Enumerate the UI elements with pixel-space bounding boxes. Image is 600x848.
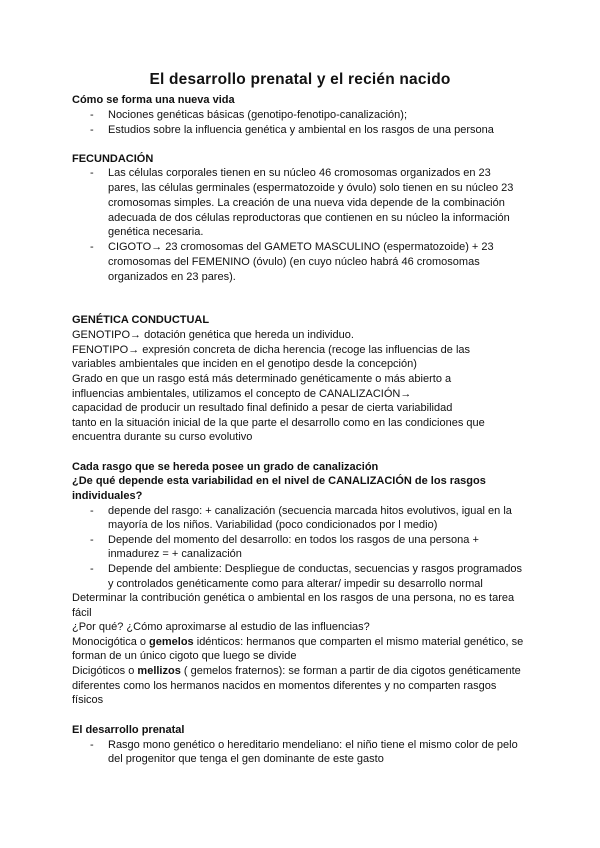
list-item: Nociones genéticas básicas (genotipo-fenotipo-canalización); [108, 109, 408, 121]
bullet-dash: - [90, 109, 94, 121]
question-heading-line: ¿De qué depende esta variabilidad en el nivel de CANALIZACIÓN de los rasgos [72, 475, 486, 487]
paragraph-line: variables ambientales que inciden en el genotipo desde la concepción) [72, 358, 417, 370]
list-item-line: pares, las células germinales (espermatozoide y óvulo) solo tienen en su núcleo 23 [108, 182, 514, 194]
list-item-line: depende del rasgo: + canalización (secuencia marcada hitos evolutivos, igual en la [108, 505, 512, 517]
list-item: Estudios sobre la influencia genética y ambiental en los rasgos de una persona [108, 124, 494, 136]
paragraph-line: Determinar la contribución genética o ambiental en los rasgos de una persona, no es tarea [72, 592, 515, 604]
list-item-line: Las células corporales tienen en su núcleo 46 cromosomas organizados en 23 [108, 167, 491, 179]
list-item-line: Depende del ambiente: Despliegue de conductas, secuencias y rasgos programados [108, 563, 522, 575]
paragraph-line: influencias ambientales, utilizamos el concepto de CANALIZACIÓN→ [72, 388, 412, 400]
section-heading-nueva-vida: Cómo se forma una nueva vida [72, 94, 235, 106]
bullet-dash: - [90, 563, 94, 575]
list-item-line: Depende del momento del desarrollo: en todos los rasgos de una persona + [108, 534, 479, 546]
bullet-dash: - [90, 241, 94, 253]
text-run: idénticos: hermanos que comparten el mismo material genético, se [193, 636, 524, 648]
paragraph-line-dicigoticos [72, 664, 521, 679]
paragraph-line: FENOTIPO→ expresión concreta de dicha herencia (recoge las influencias de las [72, 344, 471, 356]
list-item-line: Rasgo mono genético o hereditario mendeliano: el niño tiene el mismo color de pelo [108, 739, 518, 751]
section-heading-fecundacion: FECUNDACIÓN [72, 153, 154, 165]
text-run: ( gemelos fraternos): se forman a partir de dia cigotos genéticamente [180, 665, 521, 677]
section-heading-desarrollo-prenatal: El desarrollo prenatal [72, 724, 185, 736]
page-title: El desarrollo prenatal y el recién nacido [149, 71, 451, 88]
bold-term-mellizos: mellizos [137, 665, 181, 677]
text-run: Dicigóticos o [72, 665, 138, 677]
list-item-line: y controlados genéticamente como para alterar/ impedir su desarrollo normal [108, 578, 483, 590]
paragraph-line: Grado en que un rasgo está más determinado genéticamente o más abierto a [72, 373, 452, 385]
paragraph-line-monocigotica [72, 635, 523, 650]
list-item-line: inmadurez = + canalización [108, 548, 242, 560]
paragraph-line: GENOTIPO→ dotación genética que hereda un individuo. [72, 329, 354, 341]
list-item-line: CIGOTO→ 23 cromosomas del GAMETO MASCULINO (espermatozoide) + 23 [108, 241, 494, 253]
list-item-line: mayoría de los niños. Variabilidad (poco condicionados por l medio) [108, 519, 438, 531]
bold-term-gemelos: gemelos [149, 636, 194, 648]
paragraph-line: capacidad de producir un resultado final definido a pesar de cierta variabilidad [72, 402, 453, 414]
list-item-line: organizados en 23 pares). [108, 271, 236, 283]
section-heading-canalizacion: Cada rasgo que se hereda posee un grado de canalización [72, 461, 379, 473]
list-item-line: genética necesaria. [108, 226, 204, 238]
paragraph-line: ¿Por qué? ¿Cómo aproximarse al estudio de las influencias? [72, 621, 370, 633]
section-heading-genetica-conductual: GENÉTICA CONDUCTUAL [72, 314, 210, 326]
bullet-dash: - [90, 124, 94, 136]
paragraph-line: tanto en la situación inicial de la que parte el desarrollo como en las condiciones que [72, 417, 485, 429]
list-item-line: cromosomas simples. La creación de una nueva vida depende de la combinación [108, 197, 505, 209]
text-run: Monocigótica o [72, 636, 150, 648]
paragraph-line: fácil [72, 607, 92, 619]
bullet-dash: - [90, 167, 94, 179]
list-item-line: del progenitor que tenga el gen dominante de este gasto [108, 753, 384, 765]
bullet-dash: - [90, 739, 94, 751]
paragraph-line: físicos [72, 694, 104, 706]
bullet-dash: - [90, 534, 94, 546]
question-heading-line: individuales? [72, 490, 143, 502]
paragraph-line: encuentra durante su curso evolutivo [72, 431, 253, 443]
paragraph-line: diferentes como los hermanos nacidos en momentos diferentes y no comparten rasgos [72, 680, 497, 692]
bullet-dash: - [90, 505, 94, 517]
list-item-line: cromosomas del FEMENINO (óvulo) (en cuyo núcleo habrá 46 cromosomas [108, 256, 480, 268]
paragraph-line: forman de un único cigoto que luego se divide [72, 650, 297, 662]
list-item-line: adecuada de dos células reproductoras que contienen en su núcleo la información [108, 212, 510, 224]
